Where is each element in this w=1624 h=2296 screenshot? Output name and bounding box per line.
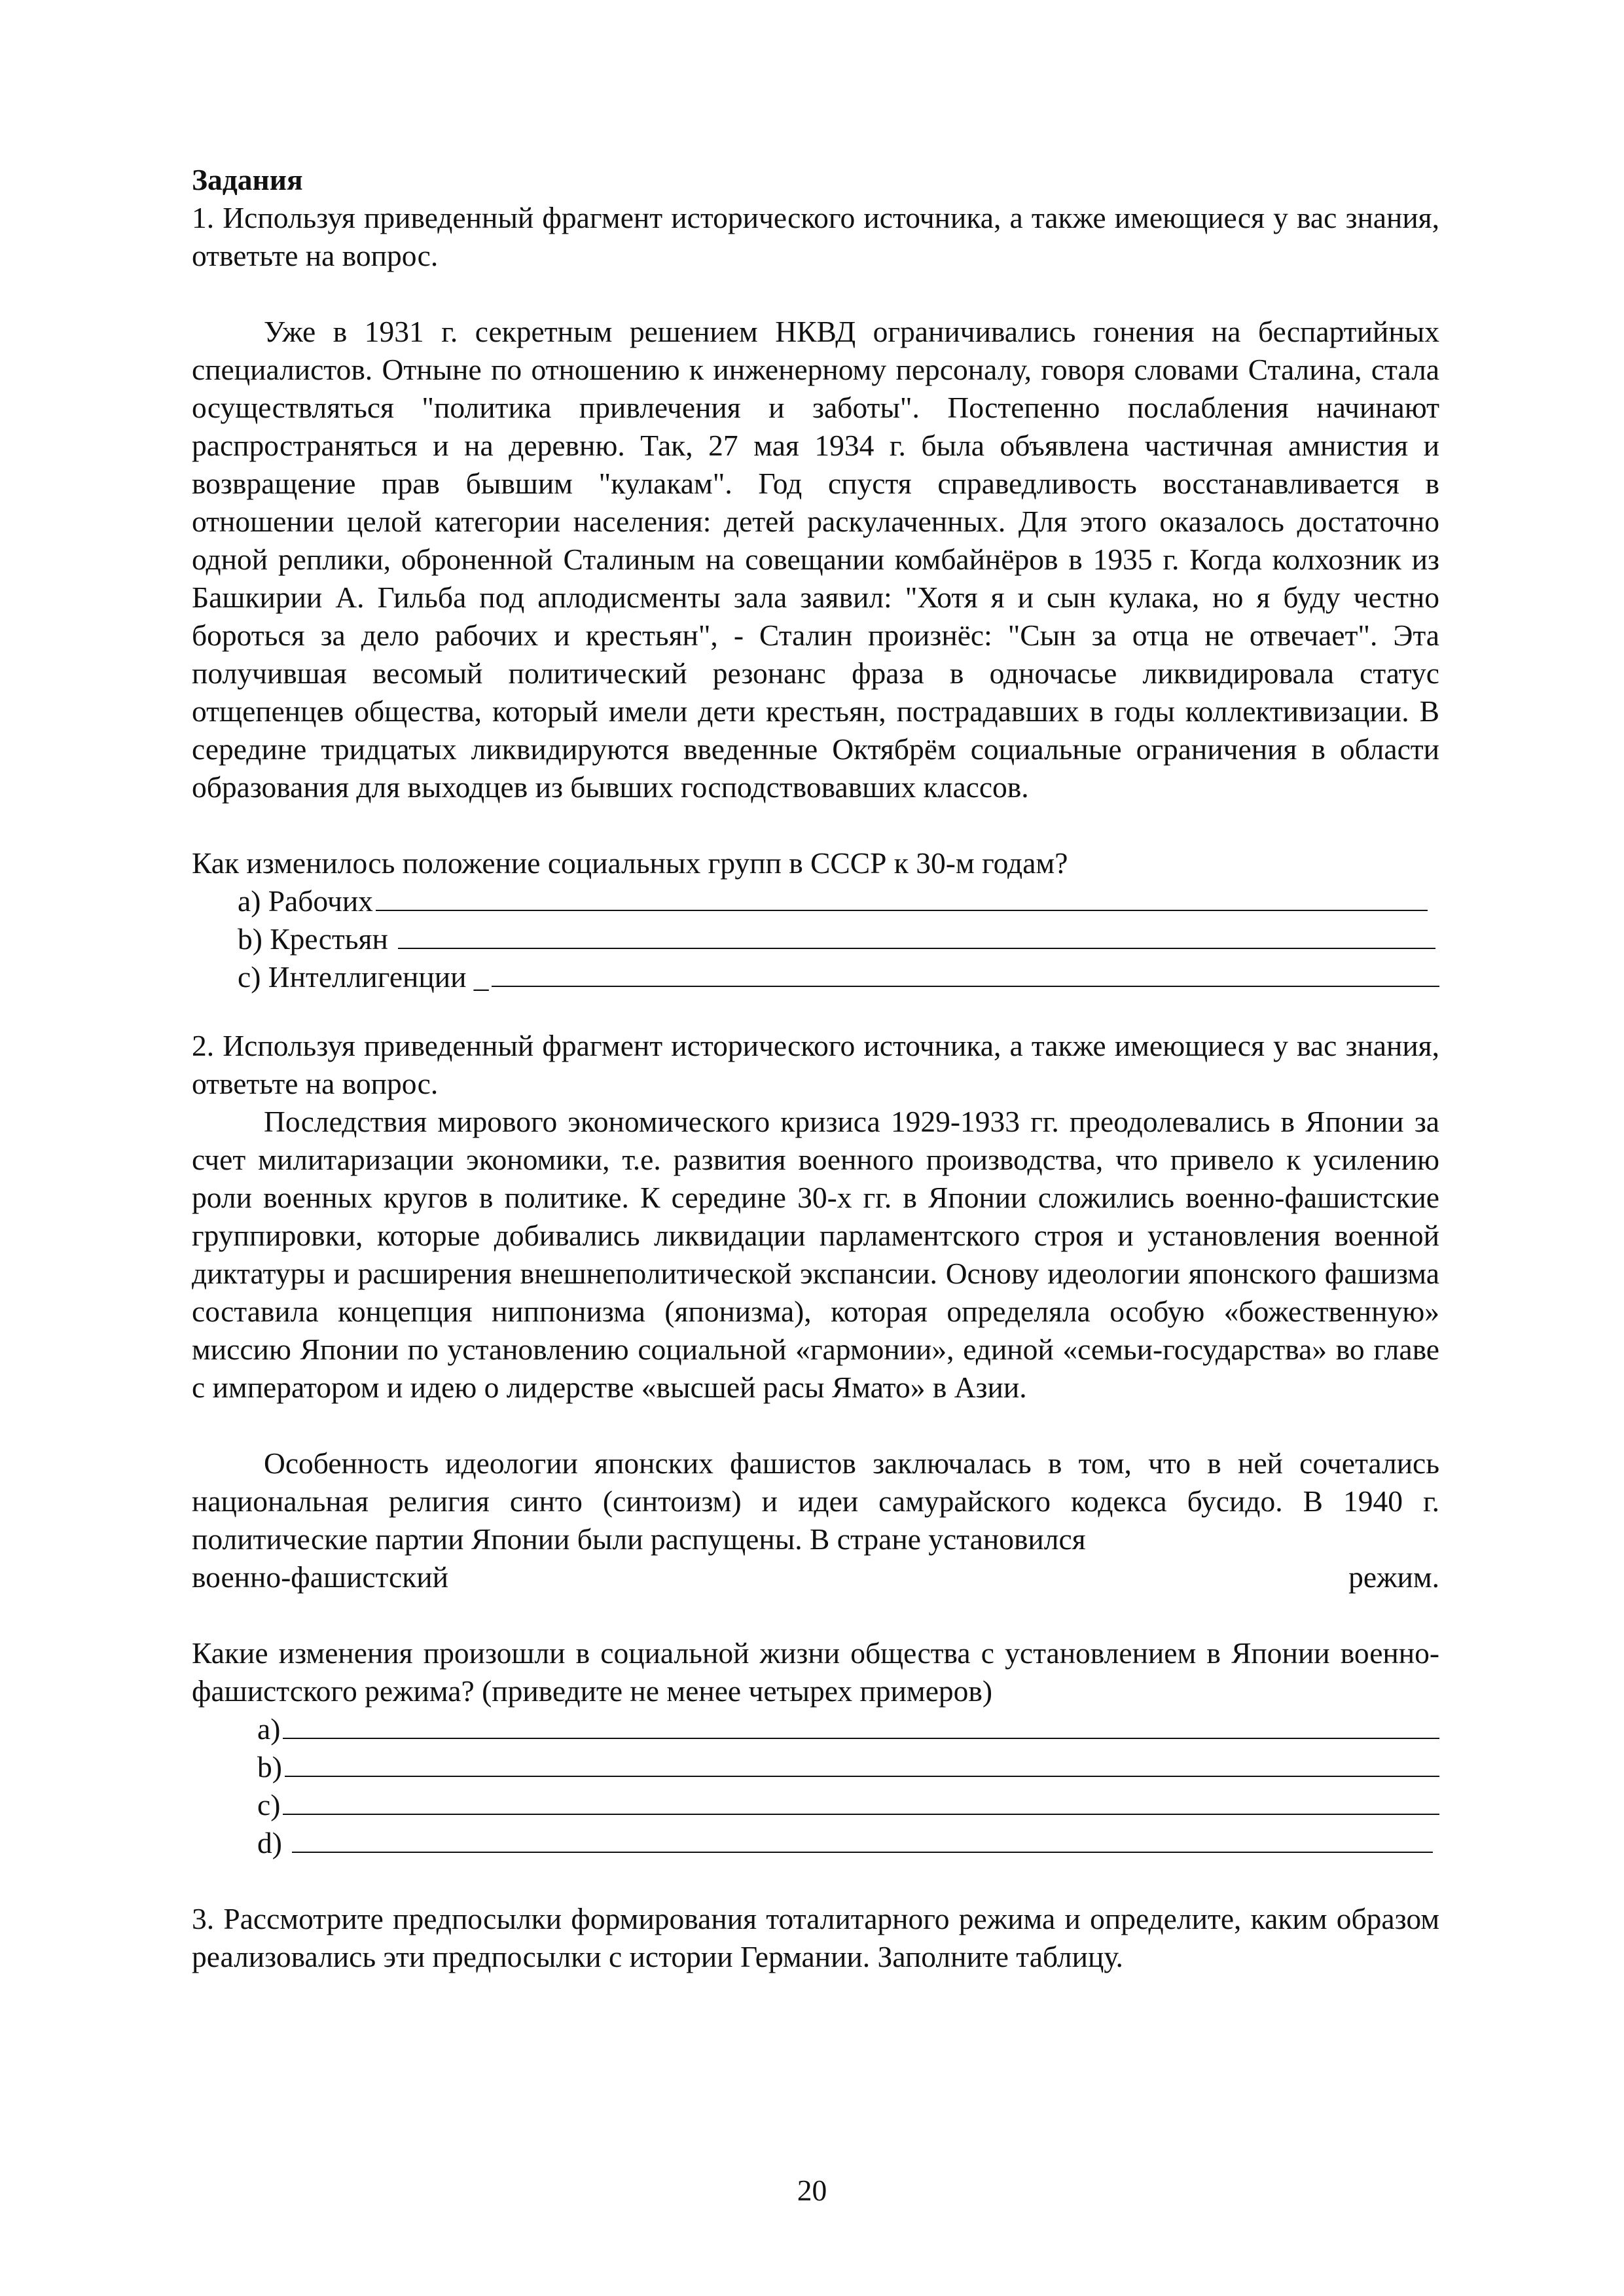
task1-source-text: Уже в 1931 г. секретным решением НКВД ограничивались гонения на беспартийных специалистов. Отныне по отношению к инженерному персоналу, говоря словами Сталина, стала осуществляться "политика привлечения и заботы". Постепенно послабления начинают распространяться и на деревню. Так, 27 мая 1934 г. была объявлена частичная амнистия и возвращение прав бывшим "кулакам". Год спустя справедливость восстанавливается в отношении целой категории населения: детей раскулаченных. Для этого оказалось достаточно одной реплики, оброненной Сталиным на совещании комбайнёров в 1935 г. Когда колхозник из Башкирии А. Гильба под аплодисменты зала заявил: "Хотя я и сын кулака, но я буду честно бороться за дело рабочих и крестьян", - Сталин произнёс: "Сын за отца не отвечает". Эта получившая весомый политический резонанс фраза в одночасье ликвидировала статус отщепенцев общества, который имели дети крестьян, пострадавших в годы коллективизации. В середине тридцатых ликвидируются введенные Октябрём социальные ограничения в области образования для выходцев из бывших господствовавших классов.	[192, 315, 1439, 804]
task2-answer-d[interactable]	[257, 1824, 1433, 1862]
page-number: 20	[797, 2174, 827, 2207]
task1-answer-workers[interactable]	[238, 882, 1428, 920]
answer-line	[283, 1710, 1439, 1739]
answer-line	[376, 882, 1428, 911]
task2-source-paragraph-2: Особенность идеологии японских фашистов заключалась в том, что в ней сочетались национальная религия синто (синтоизм) и идеи самурайского кодекса бусидо. В 1940 г. политические партии Японии были распущены. В стране установился	[192, 1446, 1439, 1556]
answer-line	[398, 920, 1435, 949]
task2-source-paragraph-2-end	[192, 1558, 1439, 1596]
task1-question: Как изменилось положение социальных групп в СССР к 30-м годам?	[192, 846, 1068, 880]
answer-label: c) Интеллигенции _	[238, 960, 489, 994]
answer-line	[285, 1748, 1439, 1777]
answer-label: d)	[257, 1826, 290, 1859]
regime-word-right: режим.	[1348, 1560, 1439, 1594]
task2-answer-a[interactable]	[257, 1710, 1439, 1748]
task2-source-paragraph-1: Последствия мирового экономического кризиса 1929-1933 гг. преодолевались в Японии за счет милитаризации экономики, т.е. развития военного производства, что привело к усилению роли военных кругов в политике. К середине 30-х гг. в Японии сложились военно-фашистские группировки, которые добивались ликвидации парламентского строя и установления военной диктатуры и расширения внешнеполитической экспансии. Основу идеологии японского фашизма составила концепция ниппонизма (японизма), которая определяла особую «божественную» миссию Японии по установлению социальной «гармонии», единой «семьи-государства» во главе с императором и идею о лидерстве «высшей расы Ямато» в Азии.	[192, 1105, 1439, 1404]
answer-label: a) Рабочих	[238, 884, 373, 918]
answer-label: a)	[257, 1712, 281, 1746]
answer-line	[492, 958, 1439, 987]
task2-instruction: 2. Используя приведенный фрагмент исторического источника, а также имеющиеся у вас знания, ответьте на вопрос.	[192, 1029, 1439, 1100]
answer-line	[292, 1824, 1433, 1853]
section-heading: Задания	[192, 163, 303, 196]
answer-label: b)	[257, 1750, 282, 1784]
task2-answer-b[interactable]	[257, 1748, 1439, 1786]
task2-question: Какие изменения произошли в социальной жизни общества с установлением в Японии военно-фашистского режима? (приведите не менее четырех примеров)	[192, 1636, 1439, 1708]
answer-label: b) Крестьян	[238, 922, 396, 956]
task2-answer-c[interactable]	[257, 1786, 1439, 1824]
task1-answer-peasants[interactable]	[238, 920, 1435, 958]
answer-label: c)	[257, 1788, 281, 1821]
regime-word-left: военно-фашистский	[192, 1560, 448, 1594]
answer-line	[283, 1786, 1439, 1815]
task1-instruction: 1. Используя приведенный фрагмент исторического источника, а также имеющиеся у вас знания, ответьте на вопрос.	[192, 201, 1439, 272]
task3-text: 3. Рассмотрите предпосылки формирования тоталитарного режима и определите, каким образом реализовались эти предпосылки с истории Германии. Заполните таблицу.	[192, 1902, 1439, 1973]
task1-answer-intelligentsia[interactable]	[238, 958, 1439, 996]
